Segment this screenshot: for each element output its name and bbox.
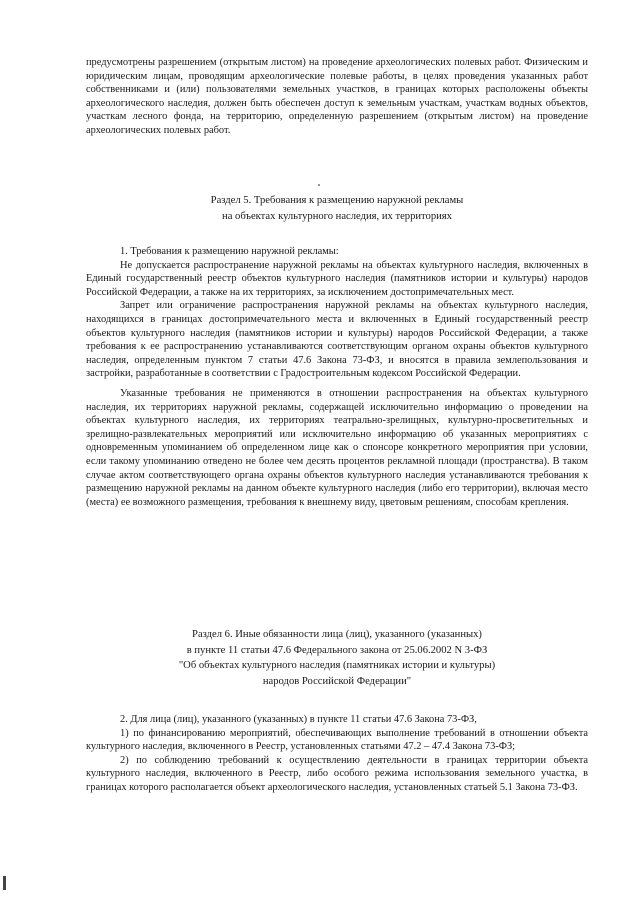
section5-heading (86, 193, 588, 224)
intro-paragraph: предусмотрены разрешением (открытым листом) на проведение археологических полевых работ. Физическим и юридическим лицам, проводящим археологические полевые работы, в целях проведения указанных работ собственниками и (или) пользователями земельных участков, в границах которых расположены объекты археологического наследия, должен быть обеспечен доступ к земельным участкам, участкам водных объектов, участкам лесного фонда, на территорию, определенную разрешением (открытым листом) на проведение археологических полевых работ. (86, 57, 588, 136)
section5-item1: 1. Требования к размещению наружной рекламы: (120, 246, 339, 257)
scan-edge-mark (3, 876, 6, 890)
section5-body (86, 245, 588, 509)
section5-paragraph3: Указанные требования не применяются в отношении распространения на объектах культурного наследия, их территориях наружной рекламы, содержащей исключительно информацию о проведении на объектах культурного наследия, их территориях театрально-зрелищных, культурно-просветительных и зрелищно-развлекательных мероприятий или исключительно информацию об указанных мероприятиях с одновременным упоминанием об определенном лице как о спонсоре конкретного мероприятия при условии, если такому упоминанию отведено не более чем десять процентов рекламной площади (пространства). В таком случае актом соответствующего органа охраны объектов культурного наследия устанавливаются требования к размещению наружной рекламы на данном объекте культурного наследия (либо его территории), включая место (места) ее возможного размещения, требования к внешнему виду, цветовым решениям, способам крепления. (86, 387, 588, 508)
section6-body (86, 713, 588, 795)
intro-block (86, 56, 588, 138)
scan-speck (318, 184, 320, 186)
section6-title-line2: в пункте 11 статьи 47.6 Федерального закона от 25.06.2002 N 3-ФЗ (186, 644, 488, 656)
section6-subitem1: 1) по финансированию мероприятий, обеспечивающих выполнение требований в отношении объекта культурного наследия, включенного в Реестр, установленных статьями 47.2 – 47.4 Закона 73-ФЗ; (86, 727, 588, 753)
section6-title-line3: "Об объектах культурного наследия (памятниках истории и культуры) (178, 660, 496, 671)
section6-item2: 2. Для лица (лиц), указанного (указанных) в пункте 11 статьи 47.6 Закона 73-ФЗ, (120, 714, 477, 725)
section5-title-line2: на объектах культурного наследия, их территориях (222, 210, 452, 222)
section6-title-line4: народов Российской Федерации" (262, 675, 412, 687)
section6-title-line1: Раздел 6. Иные обязанности лица (лиц), указанного (указанных) (192, 629, 482, 640)
section5-paragraph2: Запрет или ограничение распространения наружной рекламы на объектах культурного наследия, находящихся в границах достопримечательного места и включенных в Единый государственный реестр объектов культурного наследия (памятников истории и культуры) народов Российской Федерации, а также требования к ее распространению устанавливаются соответствующим органом охраны объектов культурного наследия, определенным пунктом 7 статьи 47.6 Закона 73-ФЗ, и вносятся в правила землепользования и застройки, разработанные в соответствии с Градостроительным кодексом Российской Федерации. (86, 300, 588, 380)
section6-subitem2: 2) по соблюдению требований к осуществлению деятельности в границах территории объекта культурного наследия, включенного в Реестр, либо особого режима использования земельного участка, в границах которого располагается объект археологического наследия, установленных статьей 5.1 Закона 73-ФЗ. (86, 754, 588, 793)
section5-paragraph1: Не допускается распространение наружной рекламы на объектах культурного наследия, включенных в Единый государственный реестр объектов культурного наследия (памятников истории и культуры) народов Российской Федерации, а также на их территориях, за исключением достопримечательных мест. (86, 259, 588, 298)
section6-heading (86, 627, 588, 689)
section5-title-line1: Раздел 5. Требования к размещению наружной рекламы (210, 195, 464, 206)
